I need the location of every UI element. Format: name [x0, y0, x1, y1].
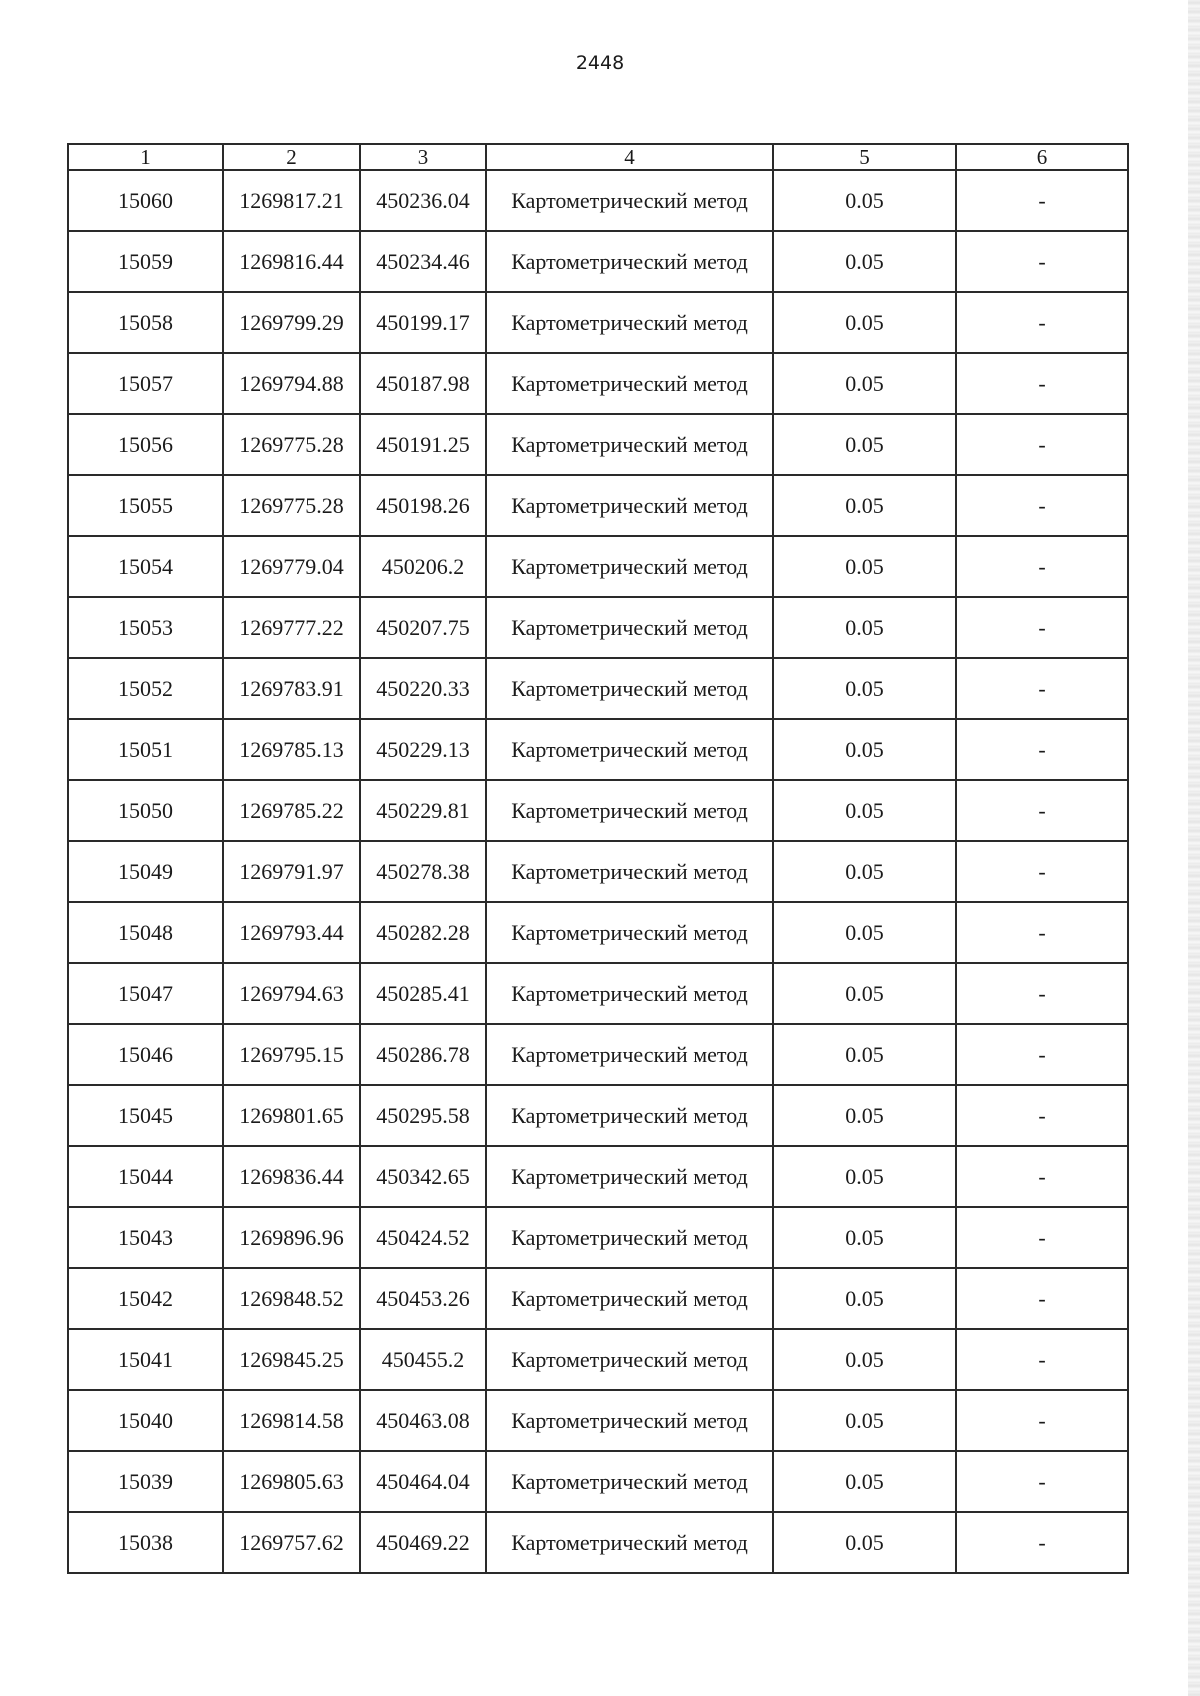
accuracy-cell: 0.05 — [773, 841, 956, 902]
method-cell: Картометрический метод — [486, 780, 773, 841]
accuracy-cell: 0.05 — [773, 1085, 956, 1146]
accuracy-cell: 0.05 — [773, 1207, 956, 1268]
table-row — [68, 719, 1128, 780]
note-cell: - — [956, 231, 1128, 292]
note-cell: - — [956, 1329, 1128, 1390]
point-number-cell: 15044 — [68, 1146, 223, 1207]
y-coordinate-cell: 450424.52 — [360, 1207, 486, 1268]
point-number-cell: 15058 — [68, 292, 223, 353]
method-cell: Картометрический метод — [486, 353, 773, 414]
method-cell: Картометрический метод — [486, 1390, 773, 1451]
accuracy-cell: 0.05 — [773, 1390, 956, 1451]
point-number-cell: 15038 — [68, 1512, 223, 1573]
note-cell: - — [956, 963, 1128, 1024]
point-number-cell: 15043 — [68, 1207, 223, 1268]
x-coordinate-cell: 1269793.44 — [223, 902, 360, 963]
y-coordinate-cell: 450236.04 — [360, 170, 486, 231]
note-cell: - — [956, 414, 1128, 475]
y-coordinate-cell: 450234.46 — [360, 231, 486, 292]
point-number-cell: 15045 — [68, 1085, 223, 1146]
accuracy-cell: 0.05 — [773, 475, 956, 536]
method-cell: Картометрический метод — [486, 902, 773, 963]
y-coordinate-cell: 450206.2 — [360, 536, 486, 597]
header-cell-5: 5 — [773, 144, 956, 170]
table-row — [68, 1207, 1128, 1268]
note-cell: - — [956, 475, 1128, 536]
point-number-cell: 15050 — [68, 780, 223, 841]
header-row — [68, 144, 1128, 170]
accuracy-cell: 0.05 — [773, 292, 956, 353]
coordinates-table-container — [67, 143, 1127, 1574]
note-cell: - — [956, 719, 1128, 780]
table-row — [68, 597, 1128, 658]
point-number-cell: 15057 — [68, 353, 223, 414]
method-cell: Картометрический метод — [486, 1451, 773, 1512]
table-body — [68, 170, 1128, 1573]
point-number-cell: 15054 — [68, 536, 223, 597]
table-row — [68, 780, 1128, 841]
note-cell: - — [956, 780, 1128, 841]
table-row — [68, 231, 1128, 292]
accuracy-cell: 0.05 — [773, 1512, 956, 1573]
table-row — [68, 170, 1128, 231]
method-cell: Картометрический метод — [486, 536, 773, 597]
point-number-cell: 15039 — [68, 1451, 223, 1512]
point-number-cell: 15049 — [68, 841, 223, 902]
method-cell: Картометрический метод — [486, 1329, 773, 1390]
table-row — [68, 1512, 1128, 1573]
y-coordinate-cell: 450469.22 — [360, 1512, 486, 1573]
table-row — [68, 841, 1128, 902]
x-coordinate-cell: 1269757.62 — [223, 1512, 360, 1573]
method-cell: Картометрический метод — [486, 414, 773, 475]
x-coordinate-cell: 1269836.44 — [223, 1146, 360, 1207]
note-cell: - — [956, 902, 1128, 963]
note-cell: - — [956, 1451, 1128, 1512]
point-number-cell: 15060 — [68, 170, 223, 231]
x-coordinate-cell: 1269896.96 — [223, 1207, 360, 1268]
accuracy-cell: 0.05 — [773, 1268, 956, 1329]
accuracy-cell: 0.05 — [773, 231, 956, 292]
point-number-cell: 15046 — [68, 1024, 223, 1085]
accuracy-cell: 0.05 — [773, 414, 956, 475]
method-cell: Картометрический метод — [486, 841, 773, 902]
x-coordinate-cell: 1269817.21 — [223, 170, 360, 231]
method-cell: Картометрический метод — [486, 1207, 773, 1268]
table-row — [68, 353, 1128, 414]
note-cell: - — [956, 536, 1128, 597]
accuracy-cell: 0.05 — [773, 719, 956, 780]
method-cell: Картометрический метод — [486, 475, 773, 536]
y-coordinate-cell: 450295.58 — [360, 1085, 486, 1146]
table-row — [68, 414, 1128, 475]
accuracy-cell: 0.05 — [773, 597, 956, 658]
x-coordinate-cell: 1269794.88 — [223, 353, 360, 414]
accuracy-cell: 0.05 — [773, 902, 956, 963]
method-cell: Картометрический метод — [486, 1146, 773, 1207]
accuracy-cell: 0.05 — [773, 1024, 956, 1085]
method-cell: Картометрический метод — [486, 963, 773, 1024]
y-coordinate-cell: 450453.26 — [360, 1268, 486, 1329]
note-cell: - — [956, 841, 1128, 902]
table-row — [68, 963, 1128, 1024]
x-coordinate-cell: 1269791.97 — [223, 841, 360, 902]
note-cell: - — [956, 1146, 1128, 1207]
method-cell: Картометрический метод — [486, 658, 773, 719]
method-cell: Картометрический метод — [486, 719, 773, 780]
page-number: 2448 — [575, 52, 625, 74]
x-coordinate-cell: 1269814.58 — [223, 1390, 360, 1451]
accuracy-cell: 0.05 — [773, 536, 956, 597]
method-cell: Картометрический метод — [486, 1024, 773, 1085]
note-cell: - — [956, 658, 1128, 719]
point-number-cell: 15040 — [68, 1390, 223, 1451]
x-coordinate-cell: 1269845.25 — [223, 1329, 360, 1390]
table-row — [68, 1390, 1128, 1451]
table-header — [68, 144, 1128, 170]
note-cell: - — [956, 170, 1128, 231]
note-cell: - — [956, 1512, 1128, 1573]
note-cell: - — [956, 1207, 1128, 1268]
coordinates-table — [67, 143, 1129, 1574]
note-cell: - — [956, 1024, 1128, 1085]
x-coordinate-cell: 1269848.52 — [223, 1268, 360, 1329]
note-cell: - — [956, 1085, 1128, 1146]
accuracy-cell: 0.05 — [773, 658, 956, 719]
x-coordinate-cell: 1269816.44 — [223, 231, 360, 292]
y-coordinate-cell: 450342.65 — [360, 1146, 486, 1207]
note-cell: - — [956, 1268, 1128, 1329]
y-coordinate-cell: 450229.13 — [360, 719, 486, 780]
table-row — [68, 475, 1128, 536]
point-number-cell: 15056 — [68, 414, 223, 475]
table-row — [68, 292, 1128, 353]
x-coordinate-cell: 1269795.15 — [223, 1024, 360, 1085]
point-number-cell: 15053 — [68, 597, 223, 658]
point-number-cell: 15055 — [68, 475, 223, 536]
point-number-cell: 15052 — [68, 658, 223, 719]
table-row — [68, 536, 1128, 597]
table-row — [68, 1268, 1128, 1329]
x-coordinate-cell: 1269805.63 — [223, 1451, 360, 1512]
accuracy-cell: 0.05 — [773, 963, 956, 1024]
header-cell-4: 4 — [486, 144, 773, 170]
accuracy-cell: 0.05 — [773, 1329, 956, 1390]
method-cell: Картометрический метод — [486, 1512, 773, 1573]
table-row — [68, 658, 1128, 719]
note-cell: - — [956, 597, 1128, 658]
y-coordinate-cell: 450207.75 — [360, 597, 486, 658]
method-cell: Картометрический метод — [486, 231, 773, 292]
x-coordinate-cell: 1269794.63 — [223, 963, 360, 1024]
method-cell: Картометрический метод — [486, 292, 773, 353]
table-row — [68, 1146, 1128, 1207]
table-row — [68, 1451, 1128, 1512]
accuracy-cell: 0.05 — [773, 1451, 956, 1512]
table-row — [68, 1024, 1128, 1085]
method-cell: Картометрический метод — [486, 597, 773, 658]
method-cell: Картометрический метод — [486, 1268, 773, 1329]
point-number-cell: 15059 — [68, 231, 223, 292]
y-coordinate-cell: 450455.2 — [360, 1329, 486, 1390]
y-coordinate-cell: 450191.25 — [360, 414, 486, 475]
y-coordinate-cell: 450220.33 — [360, 658, 486, 719]
header-cell-1: 1 — [68, 144, 223, 170]
y-coordinate-cell: 450187.98 — [360, 353, 486, 414]
x-coordinate-cell: 1269779.04 — [223, 536, 360, 597]
method-cell: Картометрический метод — [486, 1085, 773, 1146]
x-coordinate-cell: 1269783.91 — [223, 658, 360, 719]
y-coordinate-cell: 450463.08 — [360, 1390, 486, 1451]
x-coordinate-cell: 1269775.28 — [223, 414, 360, 475]
x-coordinate-cell: 1269785.13 — [223, 719, 360, 780]
y-coordinate-cell: 450282.28 — [360, 902, 486, 963]
x-coordinate-cell: 1269777.22 — [223, 597, 360, 658]
accuracy-cell: 0.05 — [773, 1146, 956, 1207]
point-number-cell: 15048 — [68, 902, 223, 963]
scan-edge-artifact — [1188, 0, 1200, 1696]
y-coordinate-cell: 450464.04 — [360, 1451, 486, 1512]
accuracy-cell: 0.05 — [773, 170, 956, 231]
accuracy-cell: 0.05 — [773, 780, 956, 841]
y-coordinate-cell: 450278.38 — [360, 841, 486, 902]
note-cell: - — [956, 353, 1128, 414]
point-number-cell: 15051 — [68, 719, 223, 780]
header-cell-6: 6 — [956, 144, 1128, 170]
note-cell: - — [956, 292, 1128, 353]
table-row — [68, 1329, 1128, 1390]
header-cell-3: 3 — [360, 144, 486, 170]
header-cell-2: 2 — [223, 144, 360, 170]
y-coordinate-cell: 450286.78 — [360, 1024, 486, 1085]
y-coordinate-cell: 450285.41 — [360, 963, 486, 1024]
y-coordinate-cell: 450199.17 — [360, 292, 486, 353]
x-coordinate-cell: 1269801.65 — [223, 1085, 360, 1146]
table-row — [68, 1085, 1128, 1146]
method-cell: Картометрический метод — [486, 170, 773, 231]
x-coordinate-cell: 1269775.28 — [223, 475, 360, 536]
point-number-cell: 15041 — [68, 1329, 223, 1390]
point-number-cell: 15042 — [68, 1268, 223, 1329]
point-number-cell: 15047 — [68, 963, 223, 1024]
y-coordinate-cell: 450198.26 — [360, 475, 486, 536]
x-coordinate-cell: 1269799.29 — [223, 292, 360, 353]
note-cell: - — [956, 1390, 1128, 1451]
y-coordinate-cell: 450229.81 — [360, 780, 486, 841]
x-coordinate-cell: 1269785.22 — [223, 780, 360, 841]
accuracy-cell: 0.05 — [773, 353, 956, 414]
table-row — [68, 902, 1128, 963]
